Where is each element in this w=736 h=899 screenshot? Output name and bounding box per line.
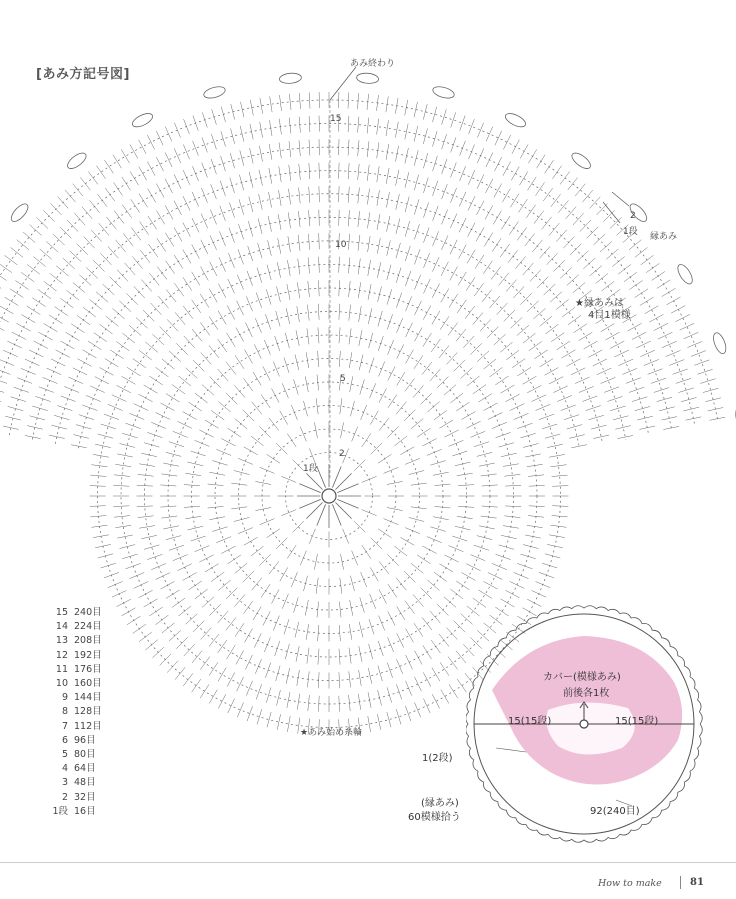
start-label: ★あみ始め糸輪 <box>300 728 363 738</box>
stitch-total: 16目 <box>74 805 96 817</box>
edge-note-line2: 4目1模様 <box>588 310 631 321</box>
stitch-total: 144目 <box>74 692 102 704</box>
round-number: 13 <box>55 635 68 647</box>
round-number: 15 <box>55 607 68 618</box>
stitch-total: 48目 <box>74 777 96 789</box>
round-number: 2 <box>61 791 68 803</box>
stitch-total: 224目 <box>74 621 102 633</box>
stitch-count-row <box>40 675 120 689</box>
stitch-count-row <box>40 703 120 717</box>
round-number: 7 <box>61 720 68 732</box>
stitch-total: 32目 <box>74 791 96 803</box>
cover-right-span: 15(15段) <box>615 716 659 727</box>
cover-edge-pick: 60模様拾う <box>408 812 461 823</box>
round-number: 1段 <box>52 805 68 817</box>
round-number: 8 <box>61 706 68 718</box>
stitch-count-row <box>40 789 120 803</box>
stitch-total: 128目 <box>74 706 102 718</box>
stitch-total: 176目 <box>74 663 102 675</box>
stitch-count-row <box>40 803 120 817</box>
round-15-label: 15 <box>330 114 342 124</box>
round-number: 12 <box>55 649 68 661</box>
round-number: 9 <box>61 692 68 704</box>
cover-edge-round: 1(2段) <box>422 753 453 764</box>
round-1-label: 1段 <box>303 464 318 474</box>
cover-circumference: 92(240目) <box>590 806 640 817</box>
stitch-total: 96目 <box>74 734 96 746</box>
round-number: 11 <box>55 663 68 675</box>
round-5-label: 5 <box>340 374 346 384</box>
stitch-count-row <box>40 604 120 618</box>
start-ring-icon <box>322 489 336 503</box>
finish-pointer <box>330 67 356 100</box>
stitch-total: 192目 <box>74 649 102 661</box>
stitch-count-row <box>40 774 120 788</box>
stitch-total: 240目 <box>74 607 102 618</box>
page-title: [あみ方記号図] <box>36 67 130 82</box>
cover-edge-label: (縁あみ) <box>421 798 459 809</box>
stitch-count-row <box>40 746 120 760</box>
stitch-count-row <box>40 732 120 746</box>
stitch-count-row <box>40 689 120 703</box>
round-2-label: 2 <box>339 449 345 459</box>
stitch-count-row <box>40 632 120 646</box>
stitch-total: 64目 <box>74 763 96 775</box>
stitch-count-row <box>40 661 120 675</box>
cover-center-dot <box>580 720 588 728</box>
edge-pointer-1 <box>603 202 620 223</box>
stitch-total: 208目 <box>74 635 102 647</box>
stitch-count-row <box>40 647 120 661</box>
page-number: 81 <box>690 877 704 888</box>
round-number: 5 <box>61 749 68 760</box>
edge-round-2-label: 2 <box>630 211 636 221</box>
round-10-label: 10 <box>335 240 347 250</box>
stitch-count-row <box>40 618 120 632</box>
cover-name: カバー(模様あみ) <box>543 672 621 683</box>
edge-note-line1: ★縁あみは <box>575 298 624 309</box>
edge-pointer-2 <box>612 192 629 206</box>
stitch-count-row <box>40 718 120 732</box>
stitch-total: 160目 <box>74 678 102 689</box>
footer-separator <box>680 876 681 889</box>
round-number: 6 <box>61 734 68 746</box>
finish-label: あみ終わり <box>350 59 396 69</box>
cover-count: 前後各1枚 <box>563 688 610 699</box>
footer-brand: How to make <box>598 878 662 889</box>
edge-name-label: 縁あみ <box>650 232 678 242</box>
round-number: 14 <box>55 621 68 633</box>
round-number: 10 <box>55 678 68 689</box>
round-number: 3 <box>61 777 68 789</box>
bottom-rule <box>0 862 736 863</box>
stitch-count-row <box>40 760 120 774</box>
stitch-total: 80目 <box>74 749 96 760</box>
stitch-total: 112目 <box>74 720 102 732</box>
edge-round-1-label: 1段 <box>623 227 638 237</box>
cover-left-span: 15(15段) <box>508 716 552 727</box>
round-number: 4 <box>61 763 68 775</box>
